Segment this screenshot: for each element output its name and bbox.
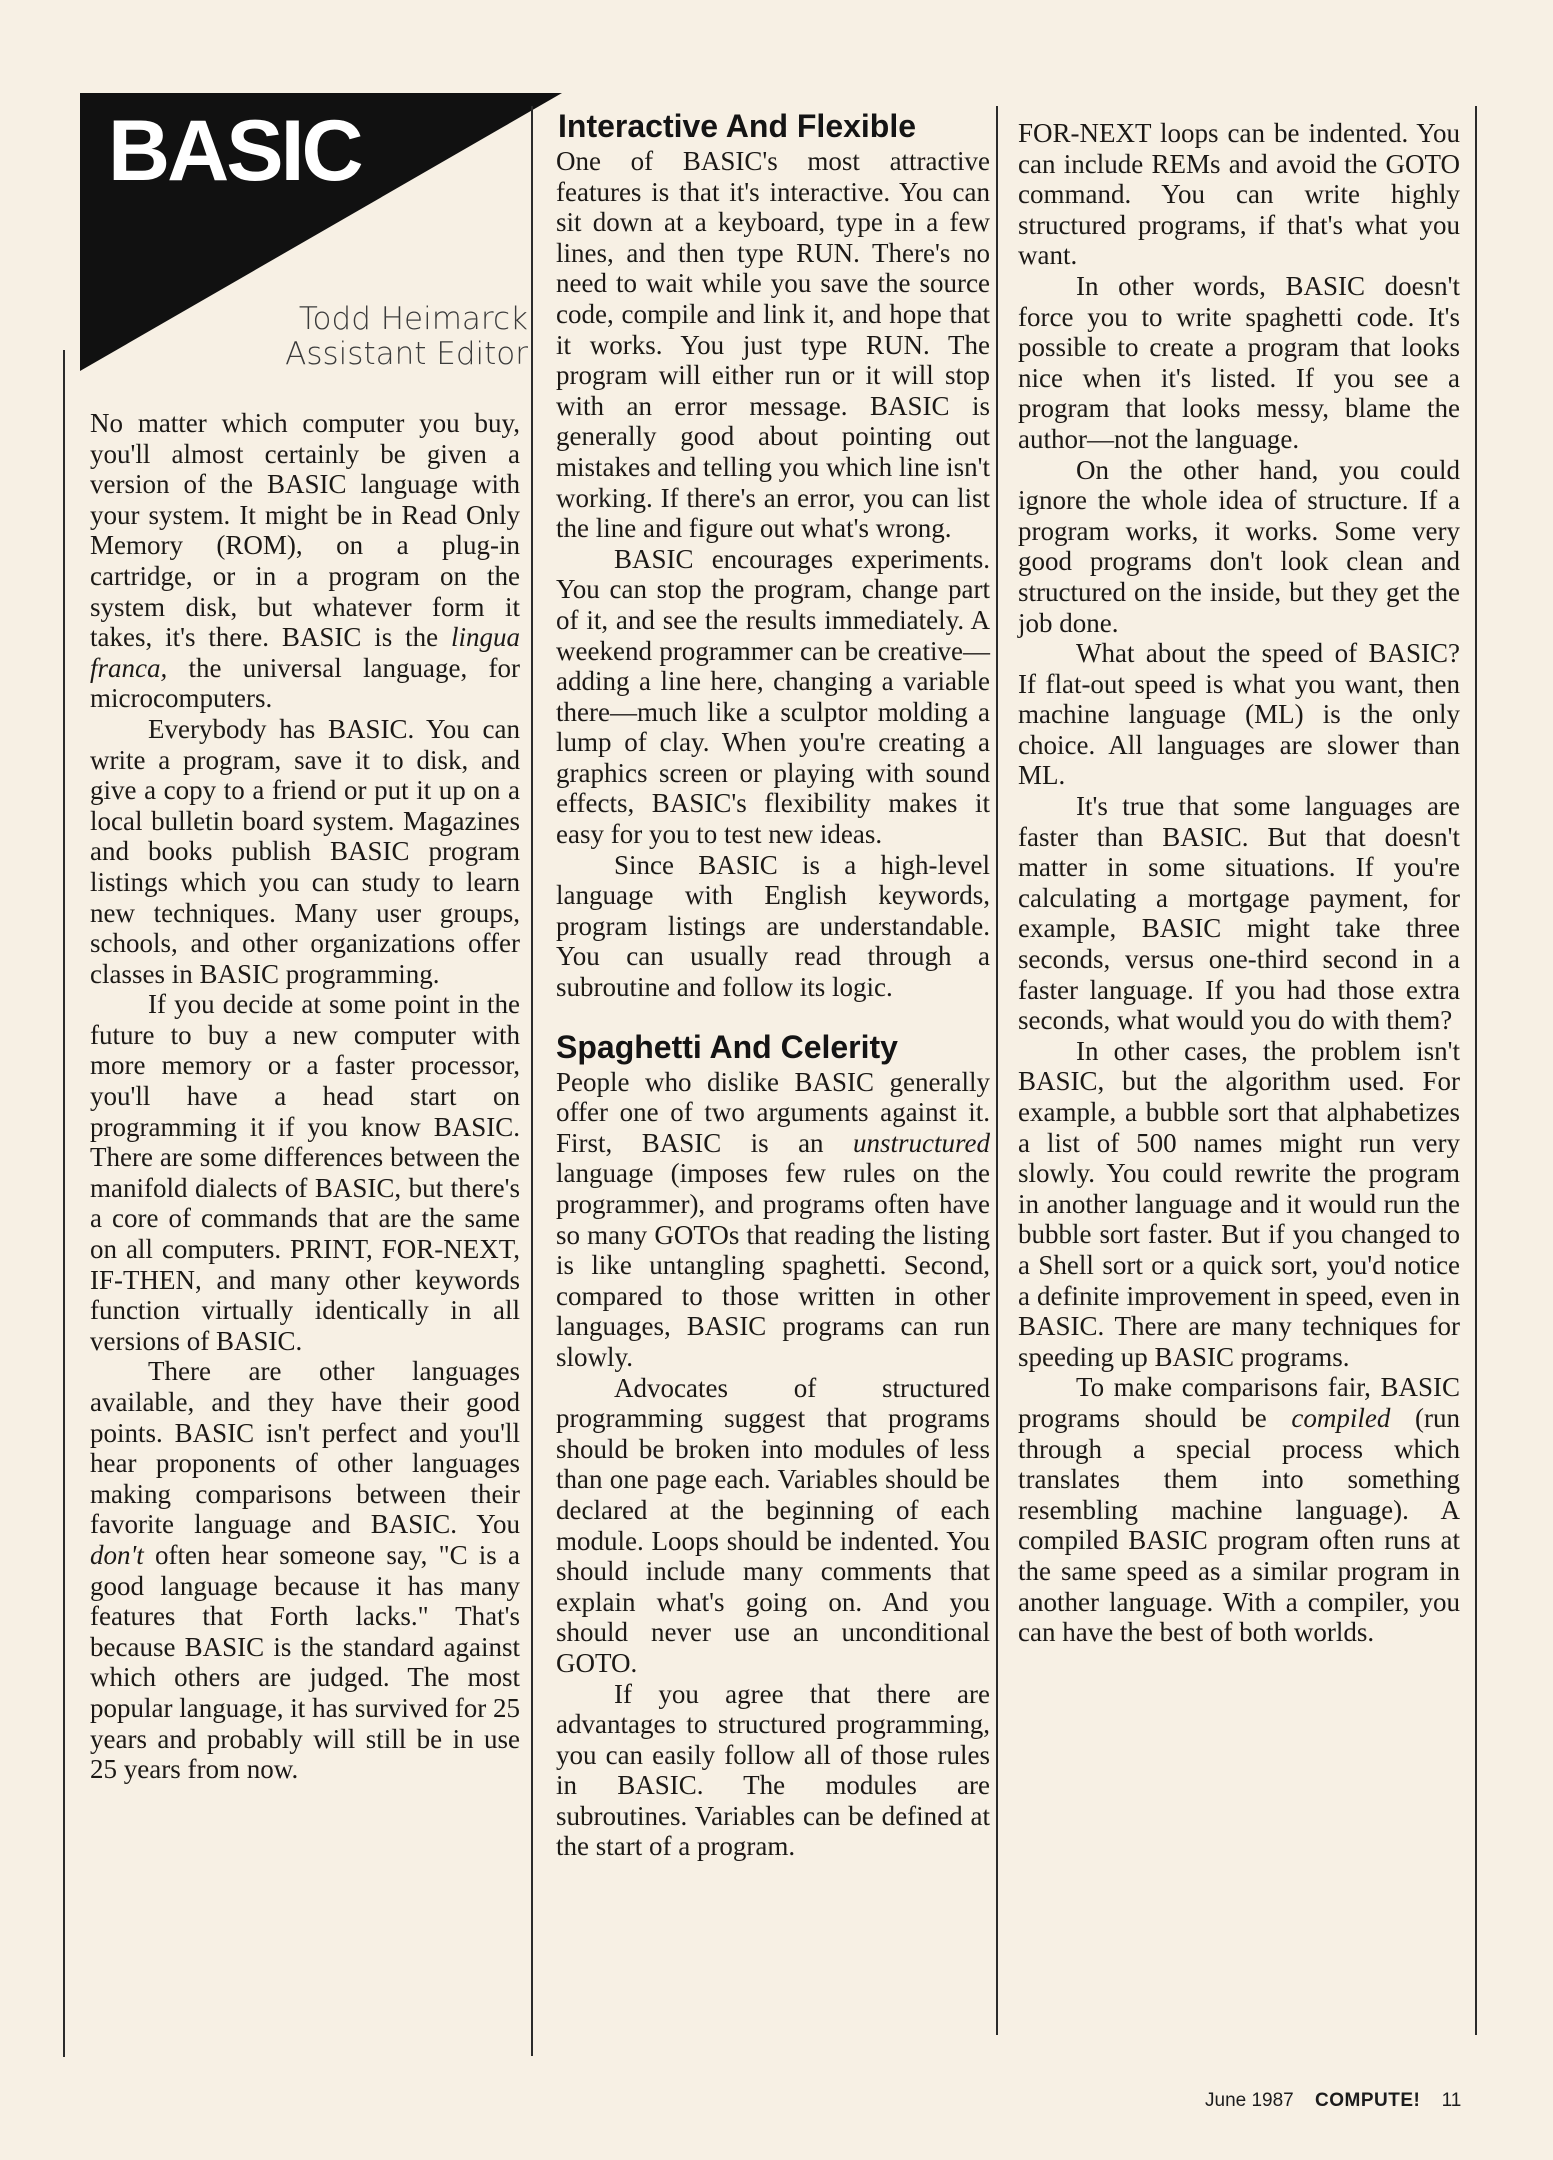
- paragraph-text: often hear someone say, "C is a good language because it has many features that Forth lacks." That's because BASIC is the standard against which others are judged. The most popular language, it has survived for 25 years and probably will still be in use 25 years from now.: [90, 1539, 520, 1785]
- paragraph: If you decide at some point in the future to buy a new computer with more memory or a faster processor, you'll have a head start on programming it if you know BASIC. There are some differences between the manifold dialects of BASIC, but there's a core of commands that are the same on all computers. PRINT, FOR-NEXT, IF-THEN, and many other keywords function virtually identically in all versions of BASIC.: [90, 989, 520, 1356]
- author-name: Todd Heimarck: [298, 301, 528, 337]
- paragraph-text: the universal language, for microcomputers.: [90, 652, 520, 714]
- paragraph: Everybody has BASIC. You can write a program, save it to disk, and give a copy to a friend or put it up on a local bulletin board system. Magazines and books publish BASIC program listings which you can study to learn new techniques. Many user groups, schools, and other organizations offer classes in BASIC programming.: [90, 713, 520, 989]
- paragraph: FOR-NEXT loops can be indented. You can include REMs and avoid the GOTO command. You can write highly structured programs, if that's what you want.: [1018, 118, 1460, 271]
- paragraph-text: There are other languages available, and they have their good points. BASIC isn't perfect and you'll hear proponents of other languages making comparisons between their favorite language and BASIC. You: [90, 1356, 520, 1540]
- emphasis-text: don't: [90, 1539, 144, 1570]
- issue-date: June 1987: [1205, 2090, 1294, 2111]
- emphasis-text: unstructured: [853, 1127, 990, 1158]
- article-title: BASIC: [108, 103, 361, 199]
- paragraph: On the other hand, you could ignore the whole idea of structure. If a program works, it works. Some very good programs don't look clean and structured on the inside, but they get the job done.: [1018, 454, 1460, 638]
- paragraph: One of BASIC's most attractive features is that it's interactive. You can sit down at a keyboard, type in a few lines, and then type RUN. There's no need to wait while you save the source code, compile and link it, and hope that it works. You just type RUN. The program will either run or it will stop with an error message. BASIC is generally good about pointing out mistakes and telling you which line isn't working. If there's an error, you can list the line and figure out what's wrong.: [556, 146, 990, 544]
- page-number: 11: [1441, 2090, 1462, 2111]
- magazine-name: COMPUTE!: [1315, 2090, 1421, 2111]
- paragraph: What about the speed of BASIC? If flat-out speed is what you want, then machine language (ML) is the only choice. All languages are slower than ML.: [1018, 638, 1460, 791]
- paragraph: [90, 408, 520, 714]
- paragraph-text: language (imposes few rules on the programmer), and programs often have so many GOTOs that reading the listing is like untangling spaghetti. Second, compared to those written in other languages, BASIC programs can run slowly.: [556, 1158, 990, 1372]
- text-column-2: [556, 108, 990, 1862]
- paragraph: If you agree that there are advantages to structured programming, you can easily follow all of those rules in BASIC. The modules are subroutines. Variables can be defined at the start of a program.: [556, 1678, 990, 1862]
- paragraph-text: People who dislike BASIC generally offer one of two arguments against it. First, BASIC is an: [556, 1066, 990, 1158]
- paragraph: [90, 1356, 520, 1784]
- author-role: Assistant Editor: [285, 336, 528, 372]
- paragraph-text: No matter which computer you buy, you'll almost certainly be given a version of the BASIC language with your system. It might be in Read Only Memory (ROM), on a plug-in cartridge, or in a program on the system disk, but whatever form it takes, it's there. BASIC is the: [90, 408, 520, 653]
- column-rule-2: [996, 106, 998, 2035]
- section-heading-spaghetti: Spaghetti And Celerity: [556, 1028, 898, 1065]
- column-rule-1: [531, 106, 533, 2056]
- paragraph: [1018, 1372, 1460, 1647]
- paragraph-text: (run through a special process which translates them into something resembling machine language). A compiled BASIC program often runs at the same speed as a similar program in another language. With a compiler, you can have the best of both worlds.: [1018, 1402, 1460, 1648]
- text-column-3: [1018, 118, 1460, 1648]
- column-rule-left: [63, 350, 65, 2057]
- paragraph: In other cases, the problem isn't BASIC, but the algorithm used. For example, a bubble sort that alphabetizes a list of 500 names might run very slowly. You could rewrite the program in another language and it would run the bubble sort faster. But if you changed to a Shell sort or a quick sort, you'd notice a definite improvement in speed, even in BASIC. There are many techniques for speeding up BASIC programs.: [1018, 1035, 1460, 1372]
- byline: [285, 302, 528, 372]
- paragraph: In other words, BASIC doesn't force you to write spaghetti code. It's possible to create a program that looks nice when it's listed. If you see a program that looks messy, blame the author—not the language.: [1018, 270, 1460, 454]
- column-rule-right: [1475, 106, 1477, 2035]
- paragraph-text: To make comparisons fair, BASIC programs should be: [1018, 1372, 1460, 1433]
- section-heading-interactive: Interactive And Flexible: [558, 108, 917, 144]
- paragraph: Advocates of structured programming suggest that programs should be broken into modules of less than one page each. Variables should be declared at the beginning of each module. Loops should be indented. You should include many comments that explain what's going on. And you should never use an unconditional GOTO.: [556, 1372, 990, 1678]
- paragraph: Since BASIC is a high-level language with English keywords, program listings are understandable. You can usually read through a subroutine and follow its logic.: [556, 849, 990, 1003]
- emphasis-text: lingua franca,: [90, 622, 520, 683]
- paragraph: BASIC encourages experiments. You can stop the program, change part of it, and see the results immediately. A weekend programmer can be creative—adding a line here, changing a variable there—much like a sculptor molding a lump of clay. When you're creating a graphics screen or playing with sound effects, BASIC's flexibility makes it easy for you to test new ideas.: [556, 543, 990, 850]
- text-column-1: [90, 408, 520, 1785]
- emphasis-text: compiled: [1291, 1402, 1391, 1433]
- paragraph: It's true that some languages are faster than BASIC. But that doesn't matter in some situations. If you're calculating a mortgage payment, for example, BASIC might take three seconds, versus one-third second in a faster language. If you had those extra seconds, what would you do with them?: [1018, 791, 1460, 1036]
- paragraph: [556, 1067, 990, 1373]
- page-footer: [1205, 2090, 1461, 2112]
